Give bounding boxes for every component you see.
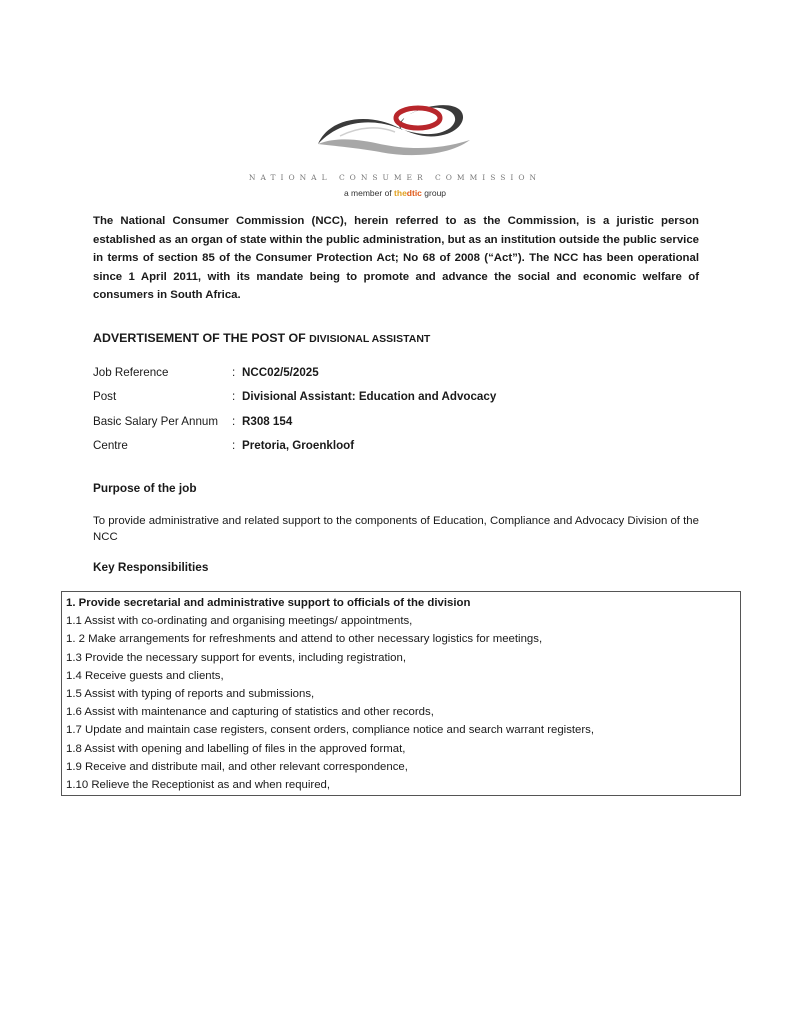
responsibility-item: 1.1 Assist with co-ordinating and organising meetings/ appointments, <box>66 615 413 628</box>
intro-paragraph: The National Consumer Commission (NCC), herein referred to as the Commission, is a juristic person established as an organ of state within the public administration, but as an institution outside the public service in terms of section 85 of the Consumer Protection Act; No 68 of 2008 (“Act”). The NCC has been operational since 1 April 2011, with its mandate being to promote and advance the social and economic welfare of consumers in South Africa. <box>93 215 699 302</box>
detail-row <box>93 390 693 414</box>
responsibility-item: 1. 2 Make arrangements for refreshments and attend to other necessary logistics for meetings, <box>66 633 543 646</box>
ncc-swirl-icon <box>310 96 480 168</box>
responsibility-heading: 1. Provide secretarial and administrative support to officials of the division <box>66 597 471 609</box>
logo-tagline <box>0 188 790 198</box>
detail-value: NCC02/5/2025 <box>242 366 319 379</box>
detail-label: Post <box>93 390 117 404</box>
advert-title <box>93 331 430 345</box>
ncc-logo <box>0 96 790 206</box>
advert-title-main: ADVERTISEMENT OF THE POST OF <box>93 331 310 345</box>
responsibility-item: 1.8 Assist with opening and labelling of files in the approved format, <box>66 742 406 755</box>
responsibility-item: 1.9 Receive and distribute mail, and other relevant correspondence, <box>66 760 408 773</box>
detail-colon: : <box>232 438 236 452</box>
key-responsibilities-heading: Key Responsibilities <box>93 560 209 574</box>
responsibility-item: 1.7 Update and maintain case registers, consent orders, compliance notice and search warrant registers, <box>66 724 595 737</box>
purpose-text: To provide administrative and related support to the components of Education, Compliance and Advocacy Division of the NCC <box>93 515 699 543</box>
detail-value: Divisional Assistant: Education and Advocacy <box>242 390 497 404</box>
tagline-suffix: group <box>424 188 447 198</box>
advert-title-post: DIVISIONAL ASSISTANT <box>309 333 431 345</box>
purpose-heading: Purpose of the job <box>93 481 197 495</box>
responsibility-item: 1.6 Assist with maintenance and capturing of statistics and other records, <box>66 706 434 719</box>
responsibilities-box <box>61 591 741 796</box>
tagline-prefix: a member of <box>343 188 392 198</box>
detail-colon: : <box>232 390 236 404</box>
detail-colon: : <box>232 414 236 428</box>
detail-row <box>93 415 693 439</box>
logo-name: NATIONAL CONSUMER COMMISSION <box>248 173 542 182</box>
responsibility-item: 1.4 Receive guests and clients, <box>66 669 224 682</box>
detail-value: Pretoria, Groenkloof <box>242 438 355 452</box>
detail-row <box>93 439 693 463</box>
detail-label: Centre <box>93 438 128 452</box>
detail-colon: : <box>232 366 236 379</box>
job-details <box>93 366 693 463</box>
responsibility-item: 1.10 Relieve the Receptionist as and when required, <box>66 778 331 791</box>
detail-value: R308 154 <box>242 414 293 428</box>
tagline-dtic: dtic <box>406 188 422 198</box>
responsibility-item: 1.5 Assist with typing of reports and submissions, <box>66 687 315 700</box>
detail-row <box>93 366 693 390</box>
responsibility-item: 1.3 Provide the necessary support for events, including registration, <box>66 651 407 664</box>
detail-label: Job Reference <box>93 366 169 379</box>
detail-label: Basic Salary Per Annum <box>93 414 219 428</box>
tagline-the: the <box>394 188 407 198</box>
